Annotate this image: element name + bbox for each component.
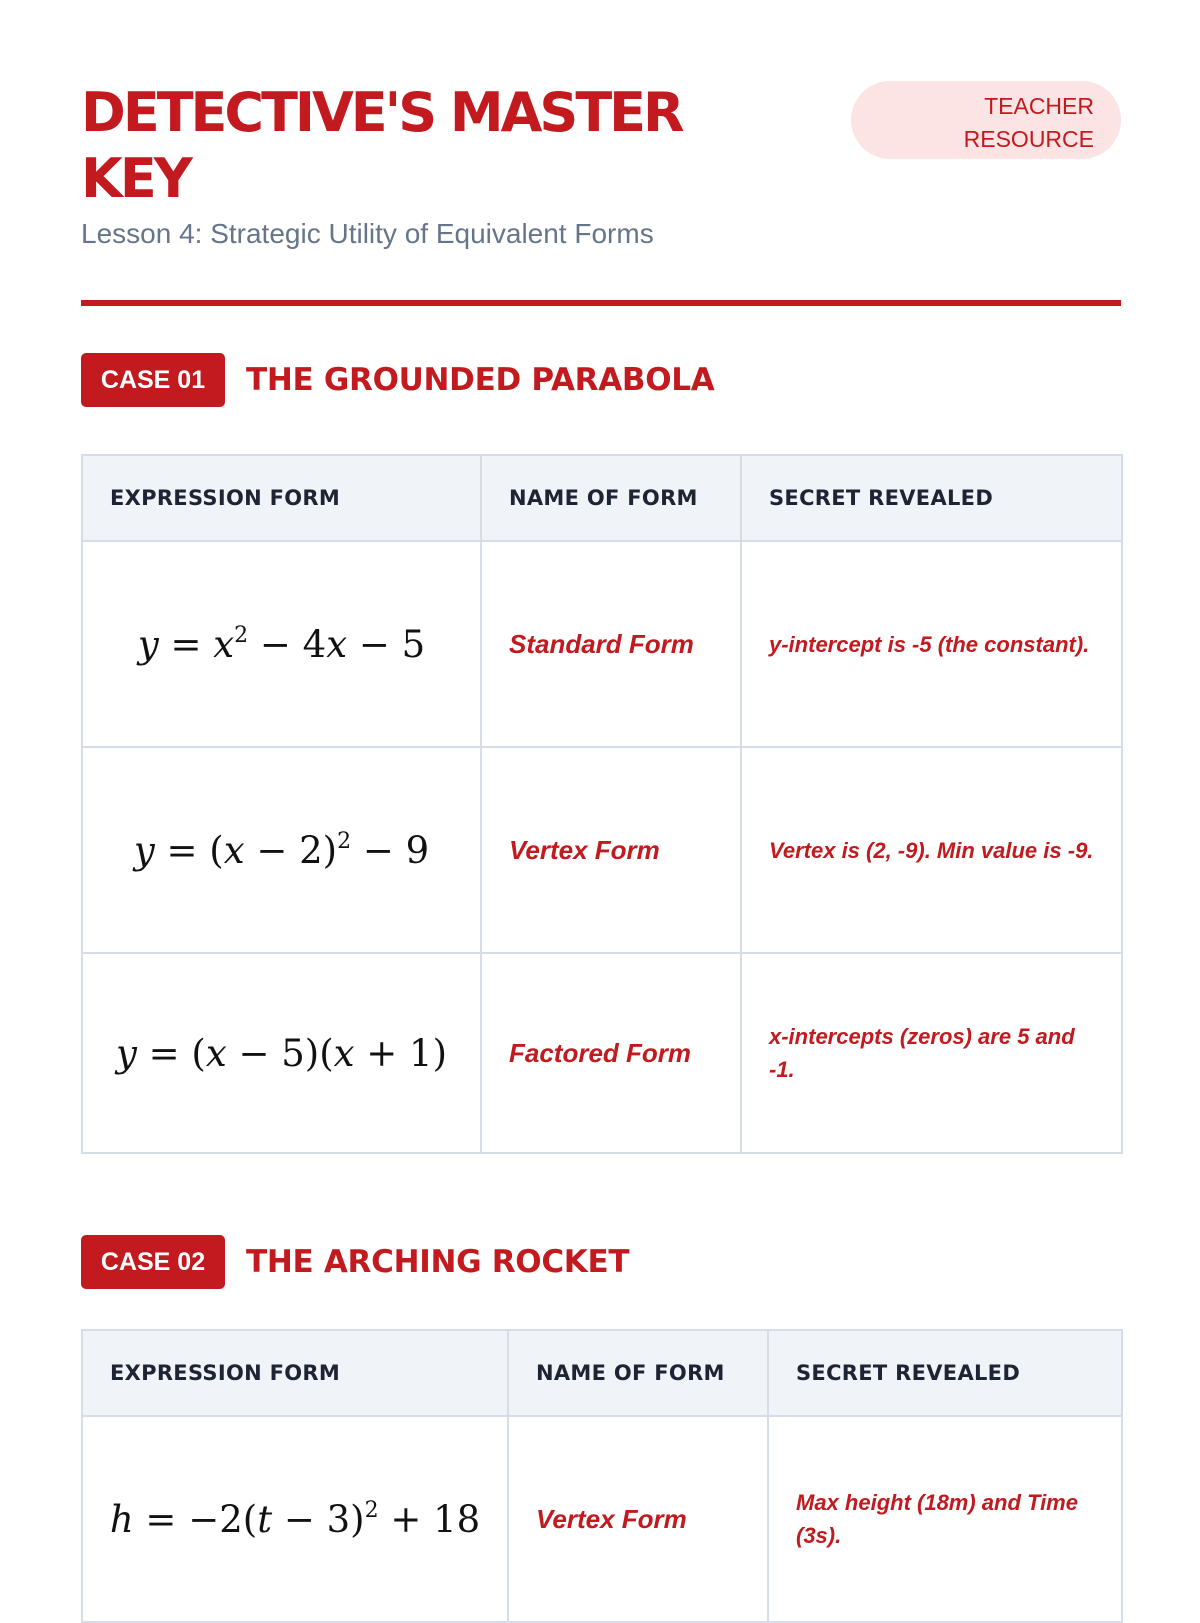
secret-cell: y-intercept is -5 (the constant). [741,541,1122,747]
case-title: THE ARCHING ROCKET [246,1244,630,1280]
math-expression: $y = (x - 2)^2 - 9$ [133,828,430,872]
col-header-name: NAME OF FORM [481,455,741,541]
badge-line-1: TEACHER [984,93,1094,119]
form-name-cell: Vertex Form [481,747,741,953]
case-02-heading [81,1235,629,1289]
case-01-heading [81,353,714,407]
math-expression: $y = x^2 - 4x - 5$ [137,622,426,666]
col-header-expression: EXPRESSION FORM [82,1330,508,1416]
case-tag: CASE 02 [81,1235,225,1289]
badge-line-2: RESOURCE [963,126,1094,152]
case-title: THE GROUNDED PARABOLA [246,362,715,398]
math-expression: $h = -2(t - 3)^2 + 18$ [109,1497,481,1541]
expression-cell [82,1416,508,1622]
header-divider [81,300,1121,306]
table-row [82,541,1122,747]
secret-cell: Max height (18m) and Time (3s). [768,1416,1122,1622]
table-header-row [82,455,1122,541]
case-01-table [81,454,1123,1154]
expression-cell [82,747,481,953]
table-row [82,1416,1122,1622]
form-name-cell: Factored Form [481,953,741,1153]
table-row [82,953,1122,1153]
table-header-row [82,1330,1122,1416]
col-header-secret: SECRET REVEALED [768,1330,1122,1416]
form-name-cell: Standard Form [481,541,741,747]
secret-cell: x-intercepts (zeros) are 5 and -1. [741,953,1122,1153]
teacher-resource-badge [851,81,1121,159]
col-header-secret: SECRET REVEALED [741,455,1122,541]
expression-cell [82,953,481,1153]
col-header-expression: EXPRESSION FORM [82,455,481,541]
header [81,80,1121,250]
form-name-cell: Vertex Form [508,1416,768,1622]
math-expression: y = (x − 5)(x + 1) [115,1031,448,1075]
table-row [82,747,1122,953]
lesson-subtitle: Lesson 4: Strategic Utility of Equivalent Forms [81,218,654,249]
case-tag: CASE 01 [81,353,225,407]
expression-cell [82,541,481,747]
secret-cell: Vertex is (2, -9). Min value is -9. [741,747,1122,953]
page-title: DETECTIVE'S MASTER KEY [81,81,682,210]
case-02-table [81,1329,1123,1623]
col-header-name: NAME OF FORM [508,1330,768,1416]
